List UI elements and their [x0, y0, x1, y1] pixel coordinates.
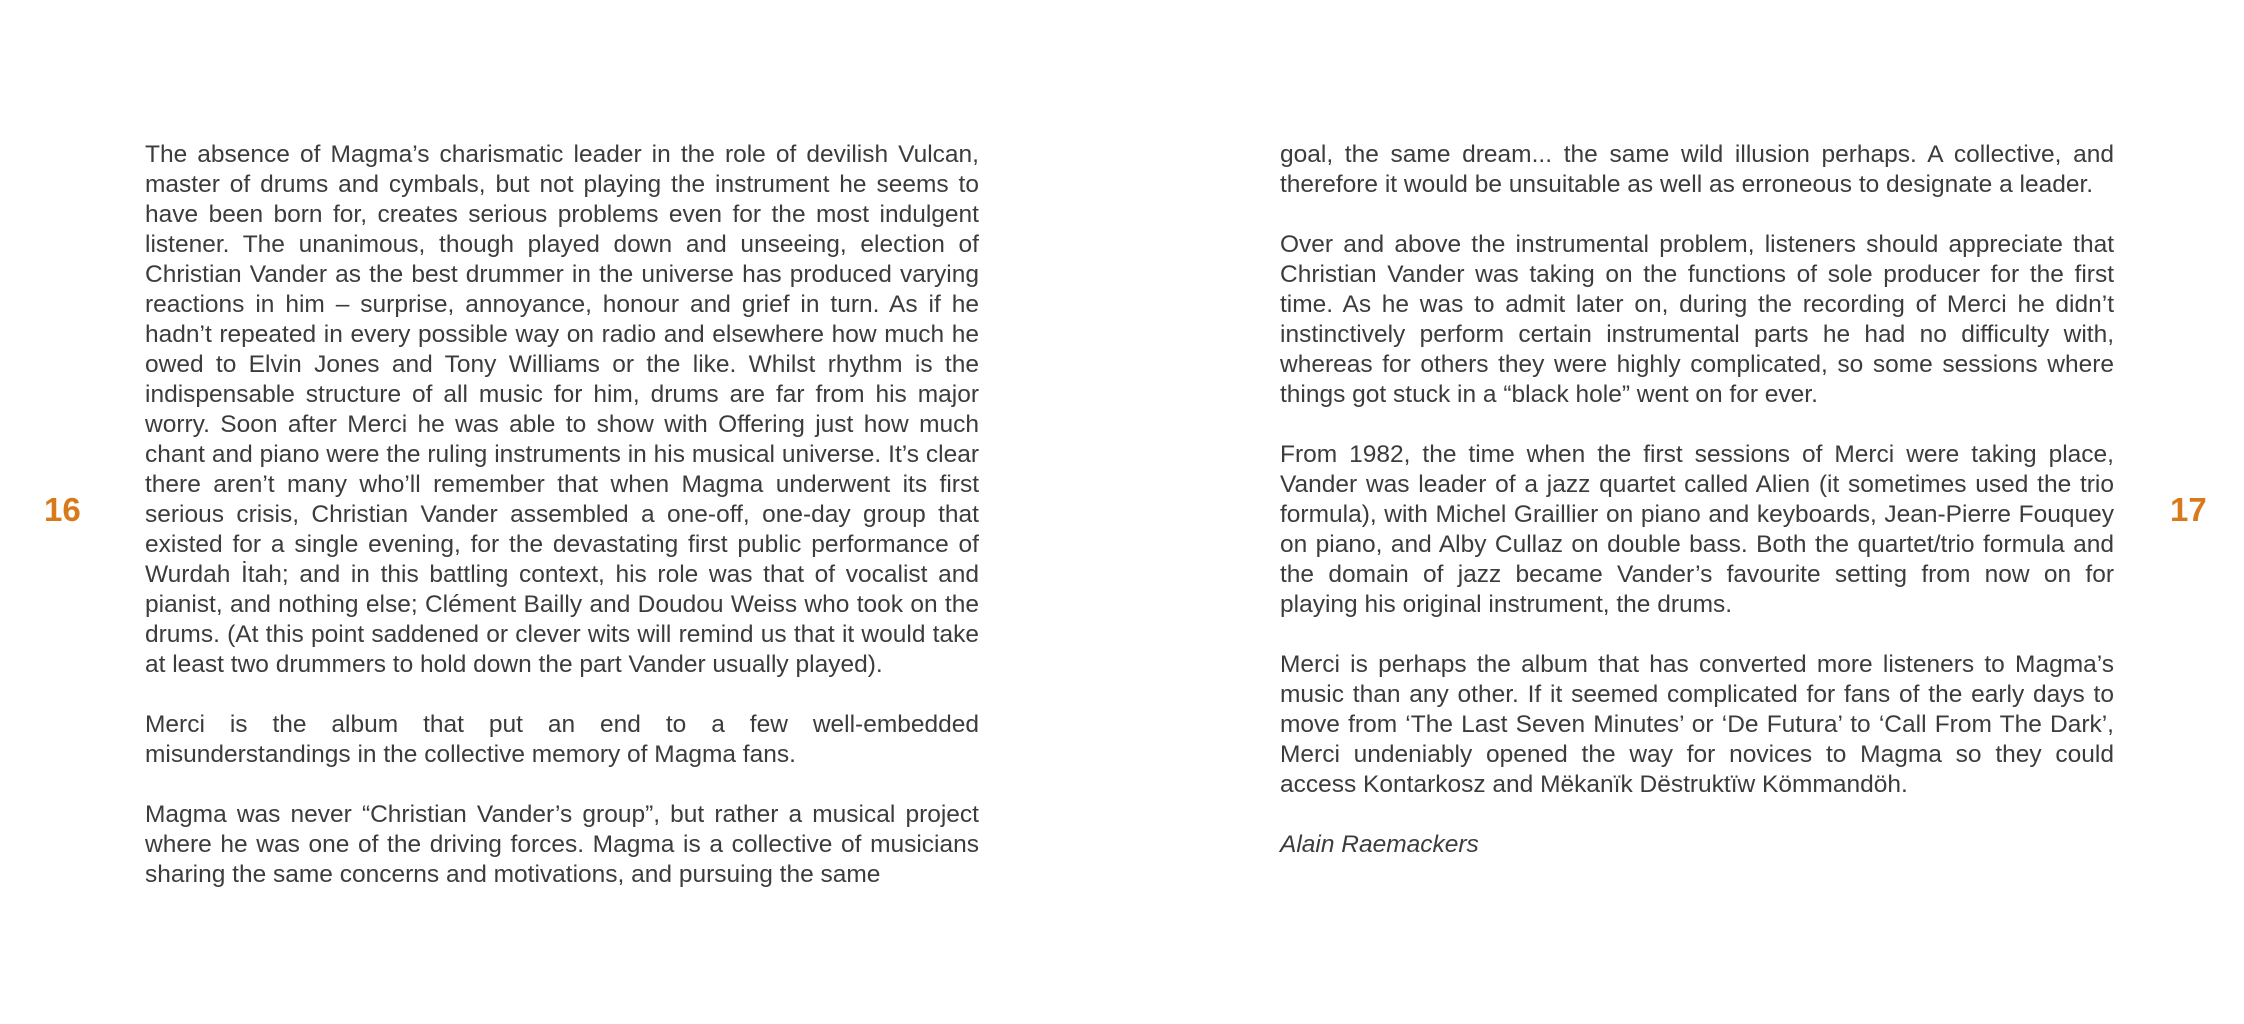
paragraph: Magma was never “Christian Vander’s group”, but rather a musical project where he was one of the driving forces. Magma is a collective of musicians sharing the same concerns and motivations, and pursuing the same [145, 801, 979, 888]
paragraph: Over and above the instrumental problem, listeners should appreciate that Christian Vander was taking on the functions of sole producer for the first time. As he was to admit later on, during the recording of Merci he didn’t instinctively perform certain instrumental parts he had no difficulty with, whereas for others they were highly complicated, so some sessions where things got stuck in a “black hole” went on for ever. [1280, 231, 2114, 408]
page-number-left: 16 [44, 491, 81, 528]
paragraph: Merci is the album that put an end to a few well-embedded misunderstandings in the collective memory of Magma fans. [145, 711, 979, 768]
paragraph: Merci is perhaps the album that has converted more listeners to Magma’s music than any other. If it seemed complicated for fans of the early days to move from ‘The Last Seven Minutes’ or ‘De Futura’ to ‘Call From The Dark’, Merci undeniably opened the way for novices to Magma so they could access Kontarkosz and Mëkanïk Dëstruktïw Kömmandöh. [1280, 651, 2114, 798]
left-text-column [145, 140, 979, 920]
paragraph: goal, the same dream... the same wild illusion perhaps. A collective, and therefore it would be unsuitable as well as erroneous to designate a leader. [1280, 141, 2114, 198]
page-number-right: 17 [2170, 491, 2207, 528]
author-signature: Alain Raemackers [1280, 831, 1479, 858]
paragraph: From 1982, the time when the first sessions of Merci were taking place, Vander was leader of a jazz quartet called Alien (it sometimes used the trio formula), with Michel Graillier on piano and keyboards, Jean-Pierre Fouquey on piano, and Alby Cullaz on double bass. Both the quartet/trio formula and the domain of jazz became Vander’s favourite setting from now on for playing his original instrument, the drums. [1280, 441, 2114, 618]
paragraph: The absence of Magma’s charismatic leader in the role of devilish Vulcan, master of drums and cymbals, but not playing the instrument he seems to have been born for, creates serious problems even for the most indulgent listener. The unanimous, though played down and unseeing, election of Christian Vander as the best drummer in the universe has produced varying reactions in him – surprise, annoyance, honour and grief in turn. As if he hadn’t repeated in every possible way on radio and elsewhere how much he owed to Elvin Jones and Tony Williams or the like. Whilst rhythm is the indispensable structure of all music for him, drums are far from his major worry. Soon after Merci he was able to show with Offering just how much chant and piano were the ruling instruments in his musical universe. It’s clear there aren’t many who’ll remember that when Magma underwent its first serious crisis, Christian Vander assembled a one-off, one-day group that existed for a single evening, for the devastating first public performance of Wurdah İtah; and in this battling context, his role was that of vocalist and pianist, and nothing else; Clément Bailly and Doudou Weiss who took on the drums. (At this point saddened or clever wits will remind us that it would take at least two drummers to hold down the part Vander usually played). [145, 141, 979, 678]
right-text-column [1280, 140, 2114, 890]
